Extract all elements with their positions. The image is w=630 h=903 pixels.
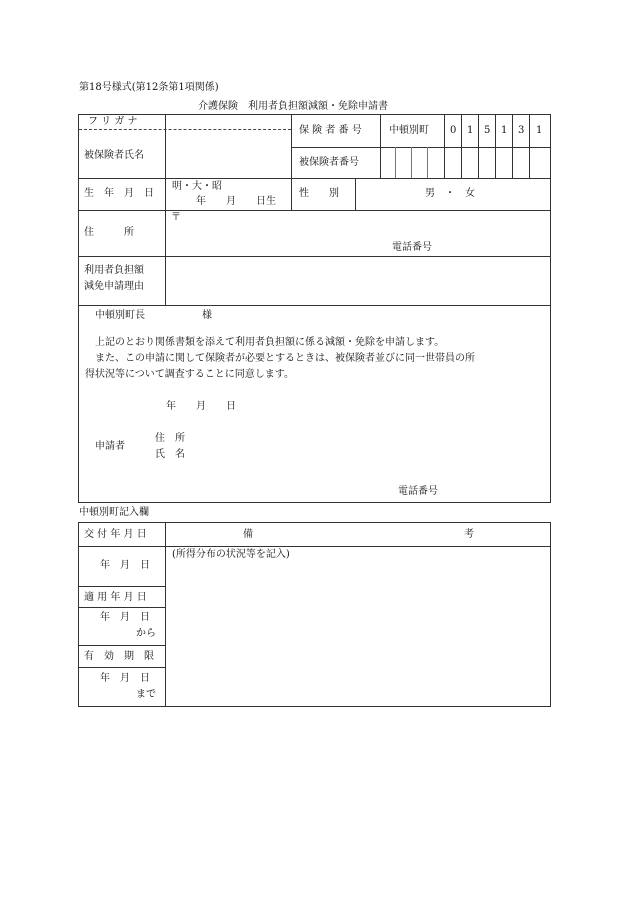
- furigana-label: フ リ ガ ナ: [88, 116, 138, 127]
- applicant-phone-label: 電話番号: [398, 486, 438, 497]
- insurer-digit: 1: [536, 125, 543, 136]
- remarks-label-1: 備: [243, 529, 253, 540]
- office-section-title: 中頓別町記入欄: [79, 507, 149, 518]
- insurer-digit: 0: [450, 125, 457, 136]
- issue-date-label: 交 付 年 月 日: [84, 529, 147, 540]
- sex-options[interactable]: 男 ・ 女: [425, 188, 475, 199]
- remarks-label-2: 考: [464, 529, 474, 540]
- insurer-name: 中頓別町: [389, 125, 429, 136]
- from-label: から: [136, 628, 156, 639]
- insured-name-label: 被保険者氏名: [84, 150, 144, 161]
- insurer-digit: 5: [484, 125, 491, 136]
- apply-date-value: 年 月 日: [100, 612, 150, 623]
- applicant-name-label: 氏 名: [155, 449, 185, 460]
- address-label: 住 所: [84, 227, 134, 238]
- insured-name-field[interactable]: [166, 130, 290, 177]
- postal-mark: 〒: [171, 212, 181, 223]
- insurer-digit: 3: [518, 125, 525, 136]
- era-options: 明・大・昭: [172, 181, 222, 192]
- until-label: まで: [136, 689, 156, 700]
- form-title: 介護保険 利用者負担額減額・免除申請書: [198, 101, 388, 112]
- addressee: 中頓別町長: [95, 310, 145, 321]
- application-date: 年 月 日: [166, 401, 236, 412]
- birth-date-line: 年 月 日生: [196, 196, 276, 207]
- declaration-paragraph-1: 上記のとおり関係書類を添えて利用者負担額に係る減額・免除を申請します。: [95, 337, 445, 348]
- applicant-address-label: 住 所: [155, 433, 185, 444]
- insured-number-label: 被保険者番号: [299, 157, 359, 168]
- apply-date-label: 適 用 年 月 日: [84, 592, 147, 603]
- remarks-field[interactable]: [166, 563, 549, 705]
- issue-date-value: 年 月 日: [100, 560, 150, 571]
- reason-label-line1: 利用者負担額: [84, 265, 144, 276]
- remarks-note: (所得分布の状況等を記入): [172, 549, 290, 560]
- phone-label: 電話番号: [392, 242, 432, 253]
- insured-number-field[interactable]: [381, 148, 550, 178]
- applicant-address-name-field[interactable]: [200, 430, 540, 462]
- valid-until-value: 年 月 日: [100, 673, 150, 684]
- reason-label-line2: 減免申請理由: [84, 281, 144, 292]
- sex-label: 性 別: [299, 188, 339, 199]
- reason-field[interactable]: [166, 257, 550, 304]
- address-field[interactable]: [180, 212, 548, 240]
- insurer-digit: 1: [501, 125, 508, 136]
- furigana-field[interactable]: [166, 115, 290, 128]
- birth-date-label: 生 年 月 日: [84, 188, 154, 199]
- declaration-paragraph-2-line2: 得状況等について調査することに同意します。: [85, 369, 294, 380]
- insurer-number-label: 保 険 者 番 号: [299, 125, 362, 136]
- honorific: 様: [202, 310, 212, 321]
- applicant-label: 申請者: [95, 441, 125, 452]
- valid-period-label: 有 効 期 限: [84, 651, 154, 662]
- declaration-paragraph-2-line1: また、この申請に関して保険者が必要とするときは、被保険者並びに同一世帯員の所: [95, 353, 475, 364]
- form-number: 第18号様式(第12条第1項関係): [79, 82, 219, 93]
- insurer-digit: 1: [467, 125, 474, 136]
